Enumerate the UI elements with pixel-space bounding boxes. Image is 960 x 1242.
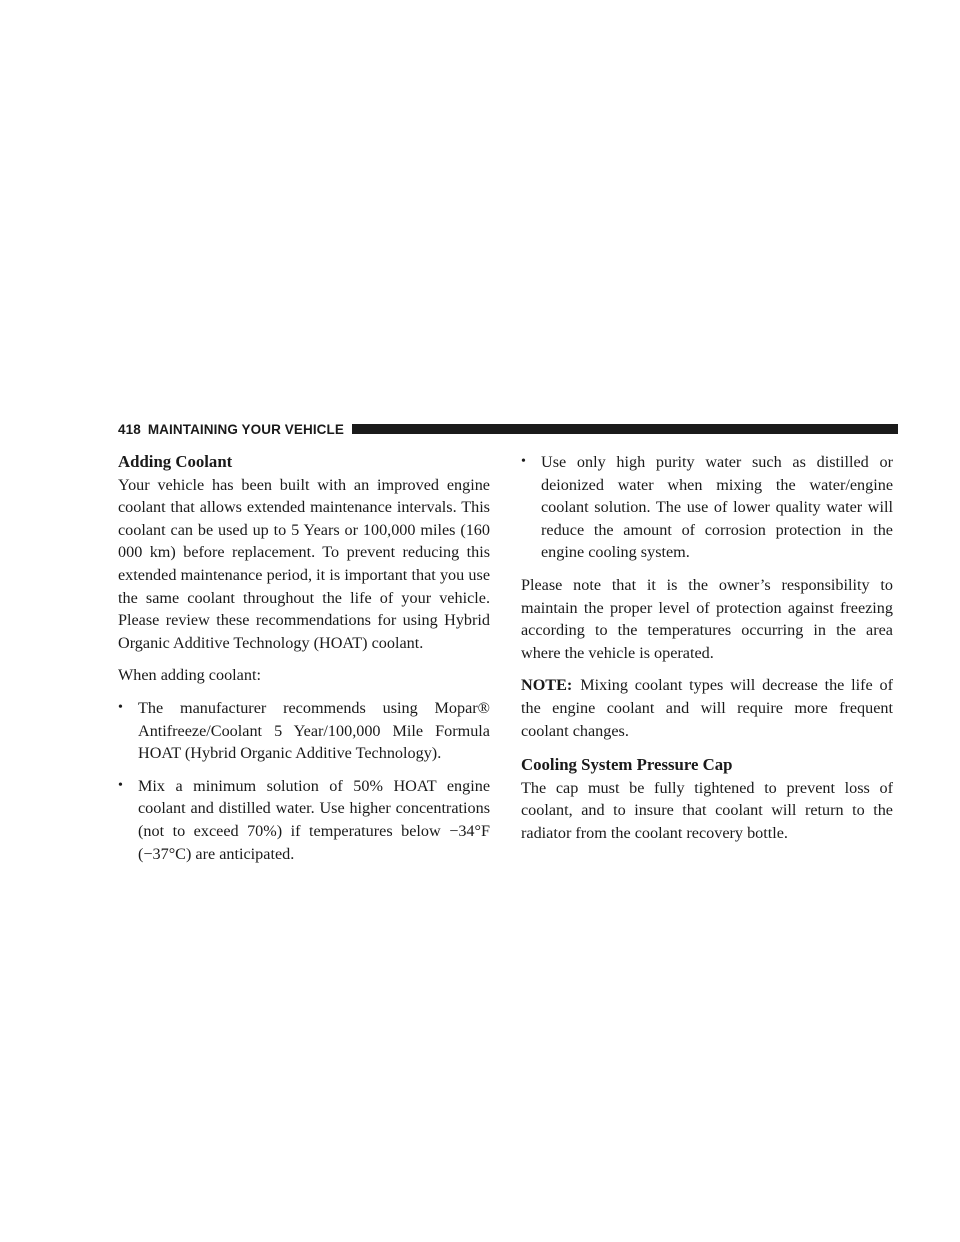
bullet-item-mopar <box>118 697 490 765</box>
bullet-icon: • <box>118 699 123 715</box>
bullet-icon: • <box>521 454 526 469</box>
pressure-cap-heading: Cooling System Pressure Cap <box>521 755 733 775</box>
lead-in-paragraph: When adding coolant: <box>118 666 261 685</box>
coolant-intro-paragraph: Your vehicle has been built with an improved engine coolant that allows extended maintenance intervals. This coolant can be used up to 5 Years or 100,000 miles (160 000 km) before replacement. To prevent reducing this extended maintenance period, it is important that you use the same coolant throughout the life of your vehicle. Please review these recommendations for using Hybrid Organic Additive Technology (HOAT) coolant. <box>118 475 490 652</box>
note-label: NOTE: <box>521 676 573 695</box>
note-text: Mixing coolant types will decrease the life of the engine coolant and will require more frequent coolant changes. <box>521 676 893 740</box>
header-rule <box>352 424 898 434</box>
note-paragraph <box>521 674 893 742</box>
bullet-item-water <box>521 451 893 564</box>
bullet-icon: • <box>118 777 123 793</box>
responsibility-paragraph: Please note that it is the owner’s responsibility to maintain the proper level of protection against freezing according to the temperatures occurring in the area where the vehicle is operated. <box>521 575 893 662</box>
bullet-text: Use only high purity water such as distilled or deionized water when mixing the water/engine coolant solution. The use of lower quality water will reduce the amount of corrosion protection in the engine cooling system. <box>541 453 893 562</box>
page-number: 418 <box>118 421 141 437</box>
bullet-text: The manufacturer recommends using Mopar® Antifreeze/Coolant 5 Year/100,000 Mile Formula HOAT (Hybrid Organic Additive Technology). <box>138 698 490 763</box>
pressure-cap-paragraph: The cap must be fully tightened to prevent loss of coolant, and to insure that coolant will return to the radiator from the coolant recovery bottle. <box>521 778 893 842</box>
bullet-text: Mix a minimum solution of 50% HOAT engine coolant and distilled water. Use higher concentrations (not to exceed 70%) if temperatures below −34°F (−37°C) are anticipated. <box>138 776 490 863</box>
left-column <box>118 451 490 875</box>
section-title: MAINTAINING YOUR VEHICLE <box>147 421 344 437</box>
right-column <box>521 451 893 855</box>
page-header <box>118 421 898 437</box>
bullet-item-mix <box>118 775 490 865</box>
adding-coolant-heading: Adding Coolant <box>118 452 233 471</box>
